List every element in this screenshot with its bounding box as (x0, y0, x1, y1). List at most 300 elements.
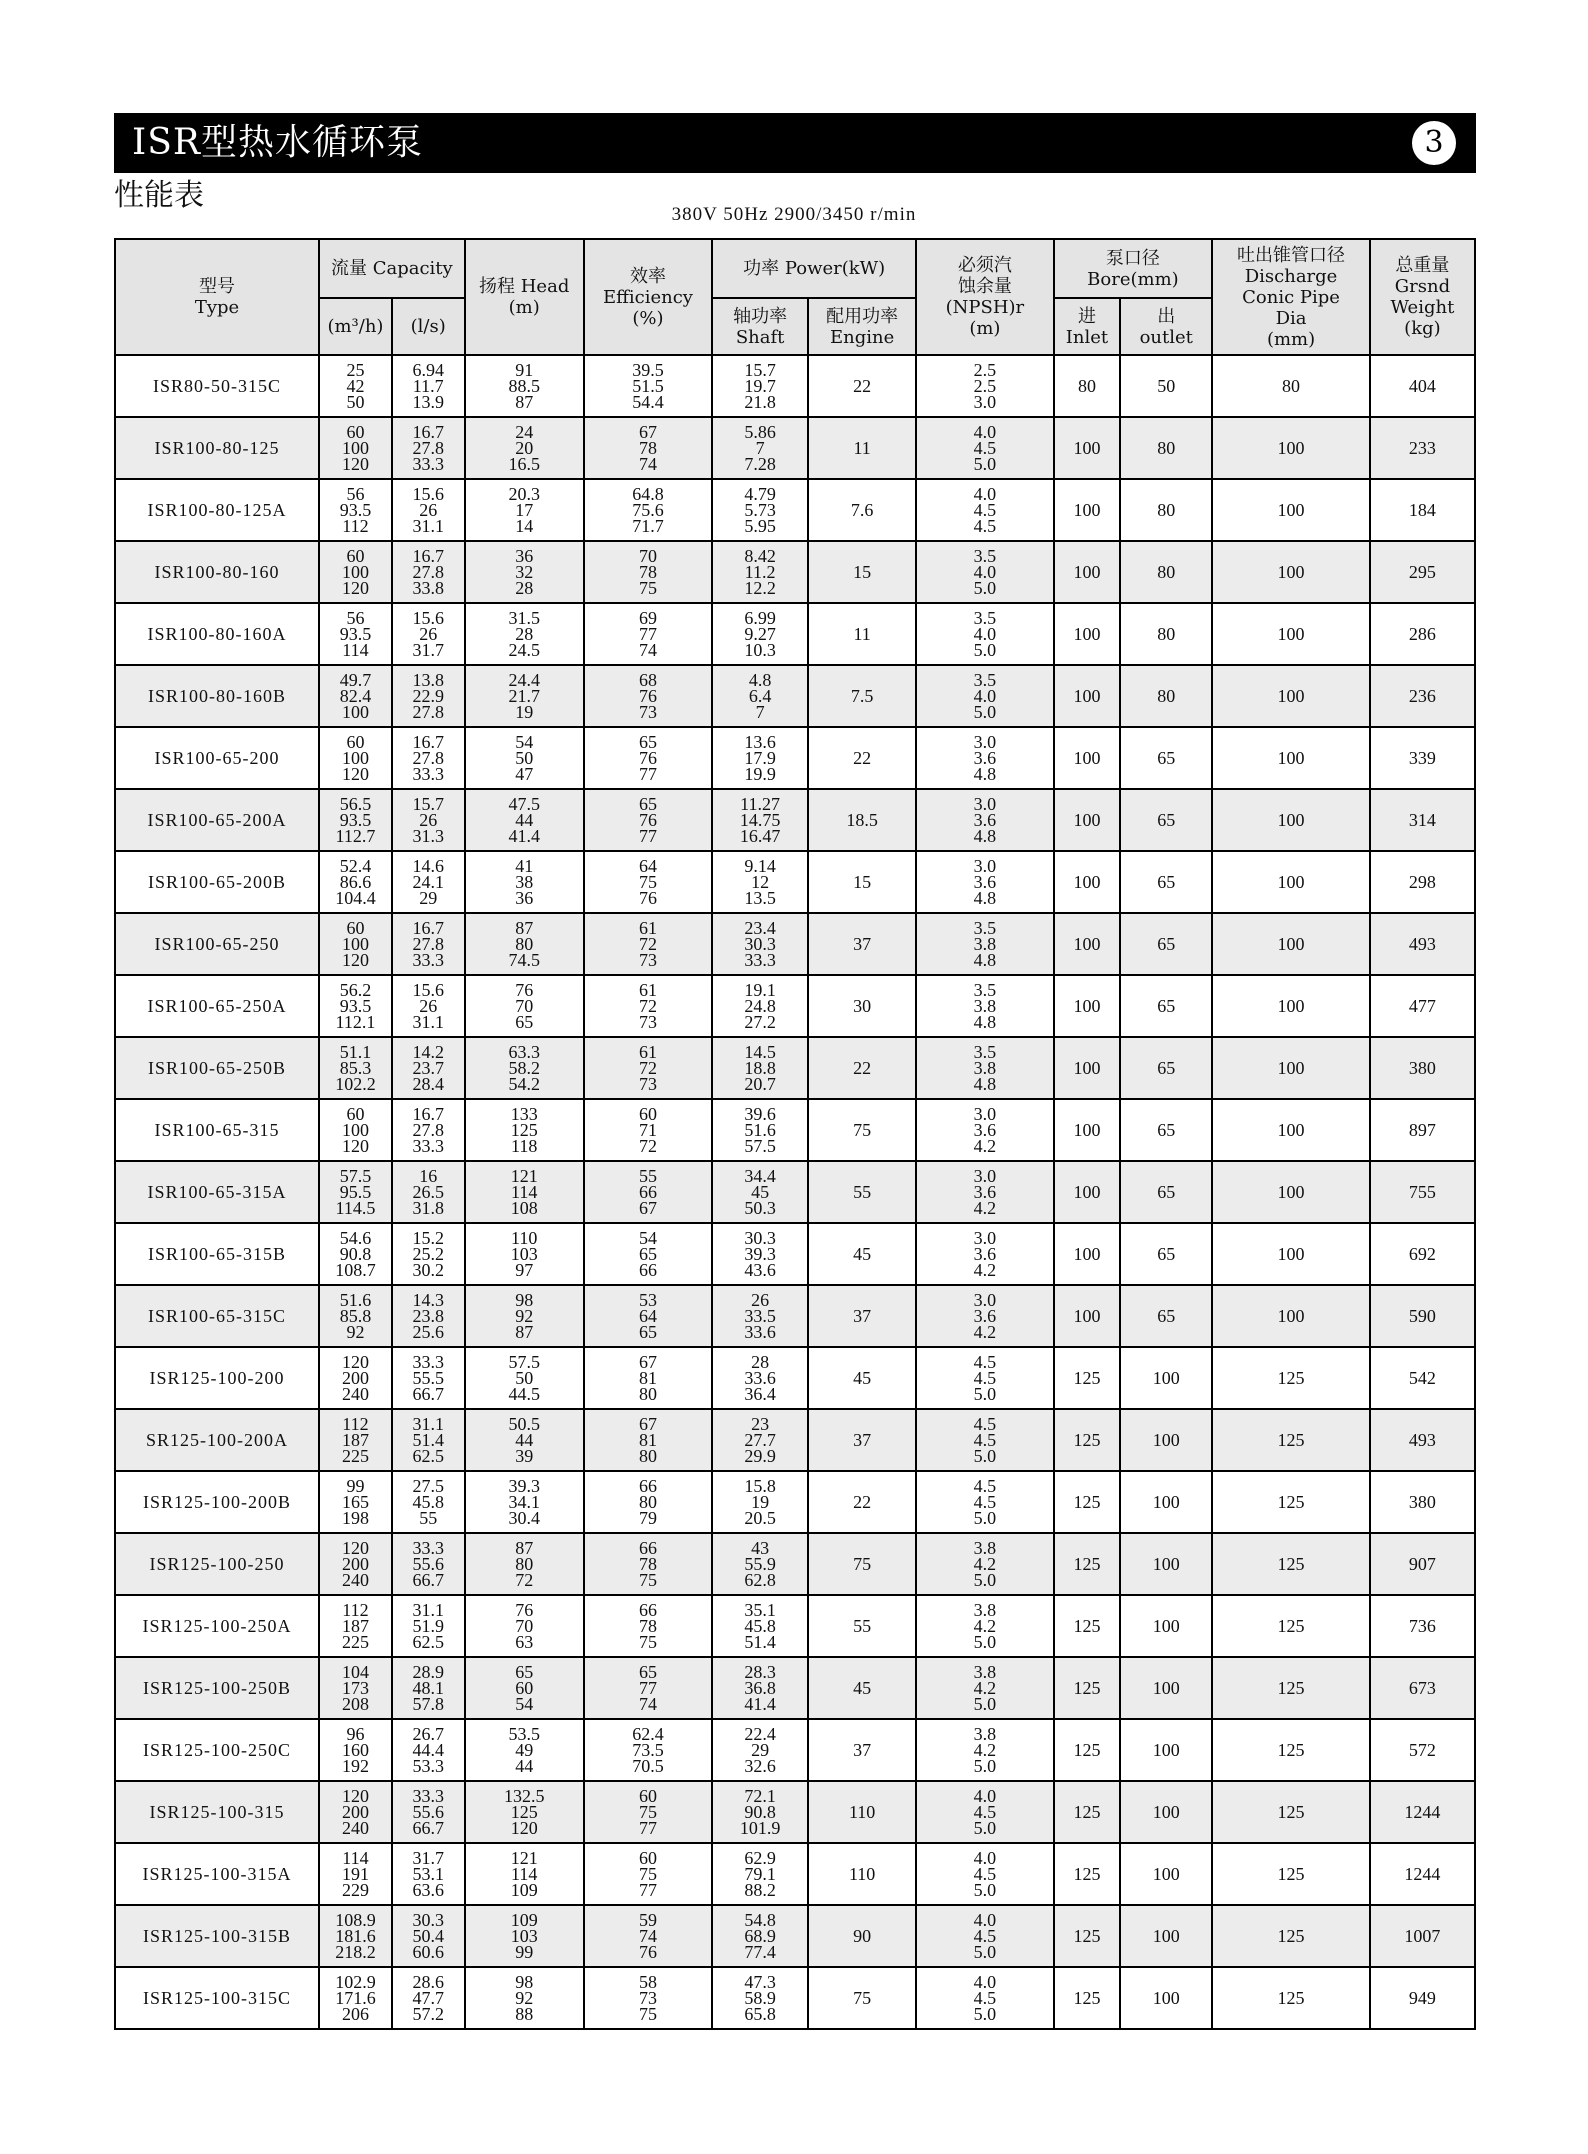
outlet-bore-cell: 65 (1120, 975, 1212, 1037)
shaft-power-value: 54.8 (744, 1910, 776, 1930)
head-value: 70 (515, 996, 534, 1016)
capacity-m3h-value: 160 (341, 1740, 369, 1760)
capacity-m3h-value: 120 (341, 1786, 369, 1806)
capacity-m3h-cell (319, 1037, 392, 1099)
capacity-ls-value: 33.3 (412, 950, 444, 970)
npsh-cell (916, 1967, 1053, 2029)
efficiency-value: 67 (638, 1414, 657, 1434)
npsh-value: 4.0 (973, 624, 997, 644)
discharge-dia-cell: 100 (1212, 603, 1370, 665)
efficiency-value: 58 (638, 1972, 657, 1992)
head-value: 103 (510, 1926, 538, 1946)
head-value: 16.5 (508, 454, 540, 474)
efficiency-cell (584, 727, 712, 789)
inlet-bore-cell: 100 (1054, 603, 1121, 665)
efficiency-cell (584, 479, 712, 541)
efficiency-value: 73 (638, 1074, 657, 1094)
efficiency-value: 39.5 (632, 360, 664, 380)
npsh-cell (916, 1719, 1053, 1781)
capacity-m3h-cell (319, 1223, 392, 1285)
discharge-dia-cell: 100 (1212, 1037, 1370, 1099)
capacity-ls-cell (392, 1099, 465, 1161)
efficiency-value: 65 (638, 1244, 657, 1264)
shaft-power-value: 101.9 (739, 1818, 781, 1838)
npsh-value: 3.6 (973, 1306, 997, 1326)
capacity-ls-cell (392, 1781, 465, 1843)
capacity-ls-value: 45.8 (412, 1492, 444, 1512)
model-cell: ISR100-65-200B (115, 851, 319, 913)
npsh-cell (916, 1347, 1053, 1409)
capacity-ls-value: 14.2 (412, 1042, 444, 1062)
efficiency-value: 65 (638, 732, 657, 752)
efficiency-cell (584, 603, 712, 665)
discharge-dia-cell: 125 (1212, 1533, 1370, 1595)
capacity-m3h-value: 181.6 (335, 1926, 376, 1946)
capacity-m3h-value: 191 (341, 1864, 369, 1884)
npsh-value: 3.0 (973, 1104, 997, 1124)
head-value: 97 (515, 1260, 534, 1280)
shaft-power-value: 34.4 (744, 1166, 776, 1186)
outlet-bore-cell: 65 (1120, 1223, 1212, 1285)
efficiency-value: 77 (638, 1818, 657, 1838)
npsh-cell (916, 479, 1053, 541)
header-type: 型号 Type (115, 239, 319, 355)
capacity-ls-cell (392, 913, 465, 975)
capacity-ls-cell (392, 1161, 465, 1223)
efficiency-value: 65 (638, 1322, 657, 1342)
shaft-power-value: 7 (755, 438, 765, 458)
head-value: 58.2 (508, 1058, 540, 1078)
capacity-m3h-value: 165 (341, 1492, 369, 1512)
capacity-m3h-value: 225 (341, 1446, 369, 1466)
head-cell (465, 975, 584, 1037)
shaft-power-value: 12 (751, 872, 770, 892)
capacity-m3h-cell (319, 541, 392, 603)
shaft-power-value: 32.6 (744, 1756, 776, 1776)
npsh-value: 3.0 (973, 794, 997, 814)
npsh-value: 4.0 (973, 1848, 997, 1868)
engine-power-cell: 7.5 (808, 665, 916, 727)
npsh-value: 5.0 (973, 1446, 997, 1466)
capacity-m3h-cell (319, 355, 392, 417)
shaft-power-value: 15.8 (744, 1476, 776, 1496)
npsh-cell (916, 1781, 1053, 1843)
capacity-ls-value: 33.3 (412, 1786, 444, 1806)
npsh-value: 4.8 (973, 1012, 997, 1032)
capacity-m3h-value: 25 (346, 360, 365, 380)
inlet-bore-cell: 125 (1054, 1347, 1121, 1409)
discharge-dia-cell: 125 (1212, 1347, 1370, 1409)
capacity-m3h-value: 102.9 (335, 1972, 376, 1992)
engine-power-cell: 55 (808, 1161, 916, 1223)
efficiency-value: 55 (638, 1166, 657, 1186)
capacity-m3h-value: 200 (341, 1368, 369, 1388)
discharge-dia-cell: 125 (1212, 1967, 1370, 2029)
head-value: 39.3 (508, 1476, 540, 1496)
weight-cell: 736 (1370, 1595, 1475, 1657)
capacity-m3h-value: 90.8 (339, 1244, 372, 1264)
npsh-value: 4.5 (973, 1492, 997, 1512)
efficiency-value: 66 (638, 1538, 657, 1558)
capacity-ls-cell (392, 1657, 465, 1719)
capacity-ls-value: 6.94 (412, 360, 444, 380)
capacity-ls-value: 48.1 (412, 1678, 444, 1698)
head-value: 50.5 (508, 1414, 540, 1434)
shaft-power-value: 28 (751, 1352, 770, 1372)
table-row (115, 1533, 1475, 1595)
inlet-bore-cell: 100 (1054, 913, 1121, 975)
capacity-m3h-value: 93.5 (339, 996, 372, 1016)
discharge-dia-cell: 125 (1212, 1843, 1370, 1905)
engine-power-cell: 75 (808, 1099, 916, 1161)
npsh-value: 5.0 (973, 702, 997, 722)
shaft-power-cell (712, 355, 808, 417)
shaft-power-value: 51.6 (744, 1120, 776, 1140)
head-value: 76 (515, 1600, 534, 1620)
inlet-bore-cell: 125 (1054, 1843, 1121, 1905)
shaft-power-value: 7.28 (744, 454, 776, 474)
capacity-ls-cell (392, 541, 465, 603)
head-value: 54 (515, 1694, 534, 1714)
shaft-power-value: 35.1 (744, 1600, 776, 1620)
header-weight: 总重量 Grsnd Weight (kg) (1370, 239, 1475, 355)
capacity-ls-value: 62.5 (412, 1632, 444, 1652)
efficiency-cell (584, 1099, 712, 1161)
capacity-ls-value: 33.3 (412, 1136, 444, 1156)
head-value: 109 (510, 1910, 538, 1930)
efficiency-cell (584, 1657, 712, 1719)
outlet-bore-cell: 65 (1120, 727, 1212, 789)
npsh-cell (916, 417, 1053, 479)
weight-cell: 380 (1370, 1471, 1475, 1533)
npsh-value: 4.2 (973, 1678, 997, 1698)
efficiency-cell (584, 1843, 712, 1905)
npsh-cell (916, 789, 1053, 851)
capacity-ls-value: 66.7 (412, 1818, 444, 1838)
head-cell (465, 479, 584, 541)
capacity-ls-value: 29 (419, 888, 438, 908)
capacity-ls-value: 27.8 (412, 1120, 444, 1140)
shaft-power-cell (712, 665, 808, 727)
inlet-bore-cell: 100 (1054, 1223, 1121, 1285)
efficiency-cell (584, 541, 712, 603)
capacity-ls-value: 33.3 (412, 1352, 444, 1372)
capacity-ls-value: 63.6 (412, 1880, 444, 1900)
shaft-power-value: 15.7 (744, 360, 776, 380)
head-value: 114 (511, 1182, 538, 1202)
head-cell (465, 1719, 584, 1781)
shaft-power-value: 33.6 (744, 1368, 776, 1388)
discharge-dia-cell: 125 (1212, 1781, 1370, 1843)
npsh-value: 3.8 (973, 996, 997, 1016)
shaft-power-cell (712, 1905, 808, 1967)
operating-conditions: 380V 50Hz 2900/3450 r/min (671, 204, 917, 225)
capacity-m3h-value: 114 (342, 640, 369, 660)
npsh-cell (916, 913, 1053, 975)
outlet-bore-cell: 100 (1120, 1657, 1212, 1719)
table-row (115, 1967, 1475, 2029)
head-cell (465, 1037, 584, 1099)
shaft-power-cell (712, 1595, 808, 1657)
efficiency-value: 64 (638, 1306, 657, 1326)
shaft-power-value: 77.4 (744, 1942, 776, 1962)
model-cell: ISR100-65-315C (115, 1285, 319, 1347)
header-power: 功率 Power(kW) (712, 239, 916, 298)
weight-cell: 339 (1370, 727, 1475, 789)
capacity-ls-value: 57.2 (412, 2004, 444, 2024)
efficiency-value: 72 (638, 934, 657, 954)
npsh-value: 4.5 (973, 1988, 997, 2008)
npsh-value: 4.5 (973, 1368, 997, 1388)
shaft-power-value: 45.8 (744, 1616, 776, 1636)
shaft-power-cell (712, 1657, 808, 1719)
discharge-dia-cell: 100 (1212, 913, 1370, 975)
capacity-m3h-value: 82.4 (339, 686, 372, 706)
capacity-m3h-value: 120 (341, 950, 369, 970)
capacity-ls-value: 14.3 (412, 1290, 444, 1310)
head-cell (465, 1161, 584, 1223)
header-capacity-m3h: (m³/h) (319, 298, 392, 355)
capacity-ls-cell (392, 1967, 465, 2029)
head-value: 88 (515, 2004, 534, 2024)
efficiency-value: 81 (638, 1430, 657, 1450)
capacity-ls-value: 27.8 (412, 702, 444, 722)
capacity-m3h-value: 173 (341, 1678, 369, 1698)
efficiency-cell (584, 1719, 712, 1781)
head-value: 50 (515, 1368, 534, 1388)
engine-power-cell: 15 (808, 541, 916, 603)
efficiency-value: 75 (638, 1864, 657, 1884)
capacity-ls-cell (392, 665, 465, 727)
shaft-power-value: 39.3 (744, 1244, 776, 1264)
capacity-m3h-value: 192 (341, 1756, 369, 1776)
shaft-power-value: 19.1 (744, 980, 776, 1000)
weight-cell: 1007 (1370, 1905, 1475, 1967)
shaft-power-value: 36.4 (744, 1384, 776, 1404)
inlet-bore-cell: 100 (1054, 1285, 1121, 1347)
inlet-bore-cell: 100 (1054, 665, 1121, 727)
npsh-cell (916, 541, 1053, 603)
capacity-m3h-value: 187 (341, 1616, 369, 1636)
capacity-m3h-value: 112 (342, 1414, 369, 1434)
head-value: 120 (510, 1818, 538, 1838)
capacity-m3h-value: 206 (341, 2004, 369, 2024)
head-cell (465, 1409, 584, 1471)
capacity-m3h-value: 93.5 (339, 500, 372, 520)
efficiency-cell (584, 975, 712, 1037)
head-value: 17 (515, 500, 534, 520)
head-value: 60 (515, 1678, 534, 1698)
npsh-cell (916, 1843, 1053, 1905)
npsh-value: 4.2 (973, 1740, 997, 1760)
efficiency-value: 77 (638, 1678, 657, 1698)
table-row (115, 1905, 1475, 1967)
capacity-m3h-cell (319, 417, 392, 479)
head-cell (465, 1905, 584, 1967)
efficiency-value: 69 (638, 608, 657, 628)
npsh-value: 3.0 (973, 1228, 997, 1248)
efficiency-value: 62.4 (632, 1724, 664, 1744)
head-value: 63.3 (508, 1042, 540, 1062)
npsh-cell (916, 1595, 1053, 1657)
engine-power-cell: 75 (808, 1533, 916, 1595)
capacity-m3h-value: 198 (341, 1508, 369, 1528)
shaft-power-value: 4.8 (748, 670, 772, 690)
capacity-m3h-value: 54.6 (339, 1228, 372, 1248)
head-value: 47.5 (508, 794, 540, 814)
capacity-ls-value: 66.7 (412, 1384, 444, 1404)
efficiency-value: 77 (638, 826, 657, 846)
shaft-power-cell (712, 1223, 808, 1285)
capacity-ls-cell (392, 603, 465, 665)
npsh-value: 5.0 (973, 454, 997, 474)
npsh-value: 4.8 (973, 950, 997, 970)
npsh-cell (916, 1409, 1053, 1471)
capacity-ls-value: 23.7 (412, 1058, 444, 1078)
npsh-value: 4.0 (973, 1786, 997, 1806)
efficiency-cell (584, 1347, 712, 1409)
weight-cell: 572 (1370, 1719, 1475, 1781)
npsh-value: 3.0 (973, 392, 997, 412)
efficiency-value: 68 (638, 670, 657, 690)
shaft-power-value: 21.8 (744, 392, 776, 412)
shaft-power-value: 30.3 (744, 934, 776, 954)
capacity-m3h-value: 100 (341, 438, 369, 458)
npsh-value: 5.0 (973, 1384, 997, 1404)
capacity-m3h-cell (319, 1347, 392, 1409)
head-value: 36 (515, 888, 534, 908)
capacity-ls-cell (392, 1347, 465, 1409)
efficiency-value: 65 (638, 1662, 657, 1682)
table-row (115, 851, 1475, 913)
npsh-value: 4.5 (973, 500, 997, 520)
capacity-ls-cell (392, 479, 465, 541)
npsh-value: 3.6 (973, 1120, 997, 1140)
capacity-ls-value: 24.1 (412, 872, 444, 892)
table-row (115, 1099, 1475, 1161)
outlet-bore-cell: 65 (1120, 1161, 1212, 1223)
capacity-m3h-value: 56 (346, 484, 365, 504)
table-body (115, 355, 1475, 2029)
shaft-power-cell (712, 541, 808, 603)
npsh-value: 3.5 (973, 980, 997, 1000)
efficiency-value: 64.8 (632, 484, 664, 504)
npsh-value: 4.8 (973, 1074, 997, 1094)
efficiency-value: 73 (638, 1012, 657, 1032)
npsh-value: 5.0 (973, 578, 997, 598)
shaft-power-value: 5.73 (744, 500, 776, 520)
head-value: 49 (515, 1740, 534, 1760)
discharge-dia-cell: 100 (1212, 417, 1370, 479)
efficiency-value: 81 (638, 1368, 657, 1388)
head-value: 87 (515, 918, 534, 938)
capacity-m3h-value: 60 (346, 422, 365, 442)
head-value: 53.5 (508, 1724, 540, 1744)
head-cell (465, 789, 584, 851)
engine-power-cell: 11 (808, 603, 916, 665)
shaft-power-value: 14.5 (744, 1042, 776, 1062)
header-outlet: 出 outlet (1120, 298, 1212, 355)
capacity-ls-value: 16.7 (412, 422, 444, 442)
capacity-m3h-value: 104.4 (335, 888, 376, 908)
capacity-ls-value: 44.4 (412, 1740, 444, 1760)
npsh-cell (916, 1223, 1053, 1285)
capacity-ls-value: 55.6 (412, 1554, 444, 1574)
npsh-value: 4.2 (973, 1322, 997, 1342)
npsh-value: 3.5 (973, 546, 997, 566)
efficiency-value: 66 (638, 1600, 657, 1620)
shaft-power-value: 13.5 (744, 888, 776, 908)
capacity-m3h-value: 85.3 (339, 1058, 372, 1078)
shaft-power-cell (712, 1347, 808, 1409)
engine-power-cell: 37 (808, 1719, 916, 1781)
npsh-value: 4.5 (973, 1352, 997, 1372)
model-cell: ISR125-100-315B (115, 1905, 319, 1967)
capacity-m3h-value: 49.7 (339, 670, 372, 690)
model-cell: ISR100-80-125A (115, 479, 319, 541)
shaft-power-cell (712, 1967, 808, 2029)
capacity-m3h-value: 120 (341, 1136, 369, 1156)
capacity-m3h-value: 96 (346, 1724, 365, 1744)
npsh-cell (916, 1037, 1053, 1099)
engine-power-cell: 30 (808, 975, 916, 1037)
capacity-m3h-value: 120 (341, 1538, 369, 1558)
weight-cell: 314 (1370, 789, 1475, 851)
npsh-value: 3.8 (973, 1058, 997, 1078)
capacity-ls-value: 15.6 (412, 980, 444, 1000)
head-cell (465, 665, 584, 727)
engine-power-cell: 55 (808, 1595, 916, 1657)
npsh-value: 4.2 (973, 1260, 997, 1280)
efficiency-cell (584, 1409, 712, 1471)
model-cell: ISR100-80-160A (115, 603, 319, 665)
capacity-ls-cell (392, 417, 465, 479)
shaft-power-value: 11.2 (744, 562, 776, 582)
capacity-m3h-value: 86.6 (339, 872, 372, 892)
efficiency-value: 80 (638, 1492, 657, 1512)
npsh-cell (916, 1099, 1053, 1161)
efficiency-value: 75 (638, 578, 657, 598)
efficiency-value: 54 (638, 1228, 657, 1248)
head-value: 50 (515, 748, 534, 768)
model-cell: ISR100-80-160 (115, 541, 319, 603)
capacity-m3h-cell (319, 1285, 392, 1347)
efficiency-value: 54.4 (632, 392, 664, 412)
capacity-m3h-value: 100 (341, 702, 369, 722)
outlet-bore-cell: 50 (1120, 355, 1212, 417)
capacity-m3h-cell (319, 913, 392, 975)
capacity-ls-value: 30.3 (412, 1910, 444, 1930)
shaft-power-value: 45 (751, 1182, 770, 1202)
capacity-m3h-value: 108.7 (335, 1260, 376, 1280)
capacity-m3h-cell (319, 1595, 392, 1657)
shaft-power-value: 33.6 (744, 1322, 776, 1342)
efficiency-value: 78 (638, 1554, 657, 1574)
capacity-ls-value: 15.6 (412, 484, 444, 504)
shaft-power-value: 23.4 (744, 918, 776, 938)
model-cell: ISR100-65-200 (115, 727, 319, 789)
model-cell: ISR125-100-250A (115, 1595, 319, 1657)
efficiency-value: 66 (638, 1476, 657, 1496)
npsh-cell (916, 603, 1053, 665)
efficiency-value: 72 (638, 1058, 657, 1078)
capacity-ls-value: 57.8 (412, 1694, 444, 1714)
capacity-ls-cell (392, 789, 465, 851)
shaft-power-value: 24.8 (744, 996, 776, 1016)
head-value: 91 (515, 360, 534, 380)
capacity-m3h-value: 85.8 (339, 1306, 372, 1326)
capacity-m3h-value: 56.2 (339, 980, 372, 1000)
